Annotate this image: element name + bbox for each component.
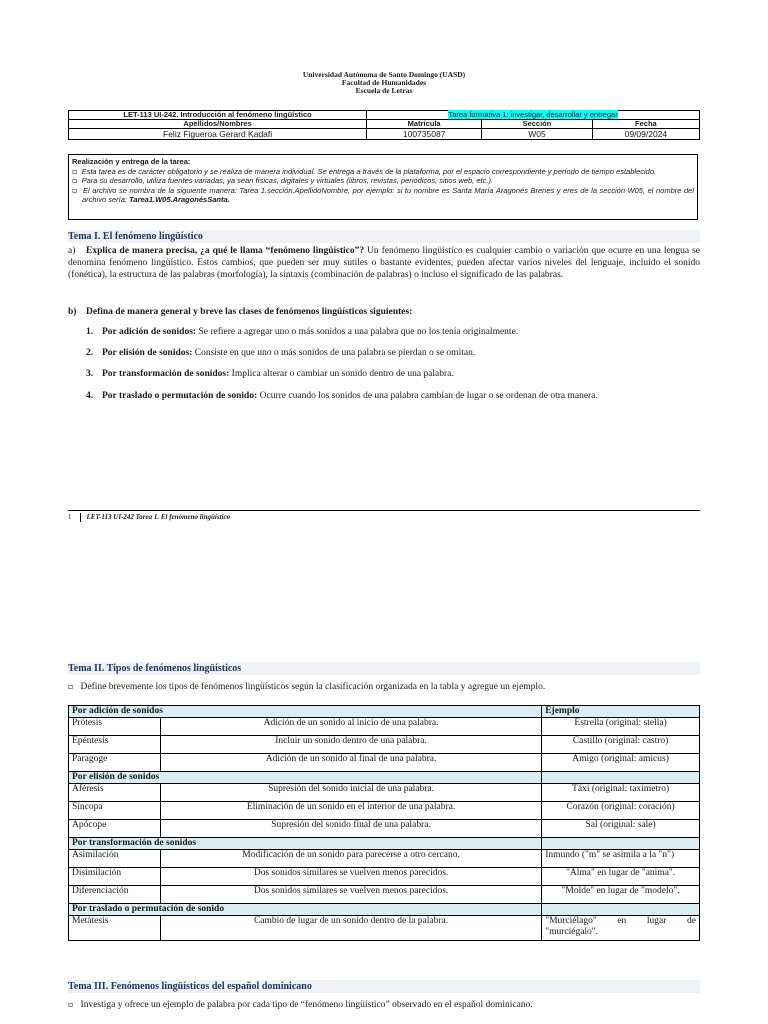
class-item-4: 4. Por traslado o permutación de sonido: Ocurre cuando los sonidos de una palabra cambian de lugar o se ordenan de otra manera. bbox=[86, 391, 598, 401]
section-title-tema1: Tema I. El fenómeno lingüístico bbox=[68, 230, 700, 243]
col-section: Sección bbox=[482, 120, 593, 129]
instruction-item: ▫ El archivo se nombra de la siguiente manera: Tarea 1.sección.ApellidoNombre, por ejemplo: si tu nombre es Santa María Aragonés Brenes y eres de la sección W05, el nombre del archivo sería: Tarea1.W05.AragonésSanta. bbox=[72, 185, 695, 204]
tema2-instruction: ▫ Define brevemente los tipos de fenómenos lingüísticos según la clasificación organizada en la tabla y agregue un ejemplo. bbox=[68, 682, 546, 692]
instruction-item: ▫ Para su desarrollo, utiliza fuentes variadas, ya sean físicas, digitales y virtuales (libros, revistas, periódicos, sitios web, etc.). bbox=[72, 176, 494, 185]
course-title: LET-113 UI-242. Introducción al fenómeno lingüístico bbox=[69, 111, 367, 120]
table-row: Epéntesis Incluir un sonido dentro de una palabra. Castillo (original: castro) bbox=[69, 736, 700, 754]
question-a: a) Explica de manera precisa, ¿a qué le llama “fenómeno lingüístico”? Un fenómeno lingüístico es cualquier cambio o variación que ocurre en una lengua se denomina fenómeno lingüístico. Estos cambios, que pueden ser muy sutiles o bastante evidentes, pueden afectar varios niveles del lenguaje, incluido el sonido (fonética), la estructura de las palabras (morfología), la sintaxis (combinación de palabras) o incluso el significado de las palabras. bbox=[68, 246, 700, 280]
question-a-text: Explica de manera precisa, ¿a qué le llama “fenómeno lingüístico”? bbox=[86, 246, 365, 256]
university-name: Universidad Autónoma de Santo Domingo (UASD) bbox=[302, 70, 466, 79]
col-id: Matrícula bbox=[367, 120, 482, 129]
instructions-title: Realización y entrega de la tarea: bbox=[72, 157, 191, 166]
category-header: Por adición de sonidos bbox=[69, 706, 542, 718]
instructions-box bbox=[68, 154, 698, 220]
bullet-square-icon: ▫ bbox=[72, 176, 78, 185]
tema3-instruction: ▫ Investiga y ofrece un ejemplo de palabra por cada tipo de “fenómeno lingüístico” observado en el español dominicano. bbox=[68, 1000, 533, 1010]
table-row: Prótesis Adición de un sonido al inicio de una palabra. Estrella (original: stella) bbox=[69, 718, 700, 736]
section-title-tema3: Tema III. Fenómenos lingüísticos del español dominicano bbox=[68, 980, 700, 993]
bullet-square-icon: ▫ bbox=[68, 682, 74, 691]
footnote: 1 LET-113 UI-242 Tarea 1. El fenómeno lingüístico bbox=[68, 513, 231, 522]
instruction-item: ▫ Esta tarea es de carácter obligatorio y se realiza de manera individual. Se entrega a través de la plataforma, por el espacio correspondiente y período de tiempo establecido. bbox=[72, 166, 657, 176]
student-id: 100735087 bbox=[367, 129, 482, 140]
category-header: Por elisión de sonidos bbox=[69, 772, 542, 784]
answer-a-text: Un fenómeno lingüístico es cualquier cambio o variación que ocurre en una lengua se denomina fenómeno lingüístico. Estos cambios, que pueden ser muy sutiles o bastante evidentes, pueden afectar varios niveles del lenguaje, incluido el sonido (fonética), la estructura de las palabras (morfología), la sintaxis (combinación de palabras) o incluso el significado de las palabras. bbox=[68, 246, 700, 280]
class-item-1: 1. Por adición de sonidos: Se refiere a agregar uno o más sonidos a una palabra que no los tenía originalmente. bbox=[86, 327, 519, 337]
class-item-2: 2. Por elisión de sonidos: Consiste en que uno o más sonidos de una palabra se pierdan o se omitan. bbox=[86, 348, 476, 358]
category-header: Por transformación de sonidos bbox=[69, 838, 542, 850]
filename-example: Tarea1.W05.AragonésSanta. bbox=[129, 195, 230, 204]
col-name: Apellidos/Nombres bbox=[69, 120, 367, 129]
table-row: Diferenciación Dos sonidos similares se vuelven menos parecidos. "Molde" en lugar de "modelo". bbox=[69, 886, 700, 904]
class-item-3: 3. Por transformación de sonidos: Implica alterar o cambiar un sonido dentro de una palabra. bbox=[86, 369, 454, 379]
school-name: Escuela de Letras bbox=[355, 86, 413, 95]
category-header: Por traslado o permutación de sonido bbox=[69, 904, 542, 916]
table-row: Aféresis Supresión del sonido inicial de una palabra. Táxi (original: taxímetro) bbox=[69, 784, 700, 802]
table-row: Apócope Supresión del sonido final de una palabra. Sal (original: sale) bbox=[69, 820, 700, 838]
bullet-square-icon: ▫ bbox=[72, 185, 78, 195]
student-name: Feliz Figueroa Gerard Kadafi bbox=[69, 129, 367, 140]
bullet-square-icon: ▫ bbox=[72, 166, 78, 176]
table-row: Asimilación Modificación de un sonido para parecerse a otro cercano. Inmundo ("m" se asimila a la "n") bbox=[69, 850, 700, 868]
example-header: Ejemplo bbox=[542, 706, 700, 718]
student-info-table bbox=[68, 110, 700, 140]
footnote-divider bbox=[68, 510, 700, 511]
table-row: Síncopa Eliminación de un sonido en el interior de una palabra. Corazón (original: coración) bbox=[69, 802, 700, 820]
col-date: Fecha bbox=[592, 120, 699, 129]
table-row: Disimilación Dos sonidos similares se vuelven menos parecidos. "Alma" en lugar de "anima". bbox=[69, 868, 700, 886]
question-b: b) Defina de manera general y breve las clases de fenómenos lingüísticos siguientes: bbox=[68, 307, 413, 317]
faculty-name: Facultad de Humanidades bbox=[341, 78, 427, 87]
table-row: Paragoge Adición de un sonido al final de una palabra. Amigo (original: amicus) bbox=[69, 754, 700, 772]
table-row: Metátesis Cambio de lugar de un sonido dentro de la palabra. "Murciélago" en lugar de "murciégalo". bbox=[69, 916, 700, 941]
question-b-text: Defina de manera general y breve las clases de fenómenos lingüísticos siguientes: bbox=[86, 307, 413, 317]
bullet-square-icon: ▫ bbox=[68, 1000, 74, 1009]
student-section: W05 bbox=[482, 129, 593, 140]
submission-date: 09/09/2024 bbox=[592, 129, 699, 140]
task-title: Tarea formativa 1: investigar, desarrollar y entregar bbox=[448, 110, 618, 119]
section-title-tema2: Tema II. Tipos de fenómenos lingüísticos bbox=[68, 662, 700, 675]
phenomena-types-table bbox=[68, 705, 700, 941]
